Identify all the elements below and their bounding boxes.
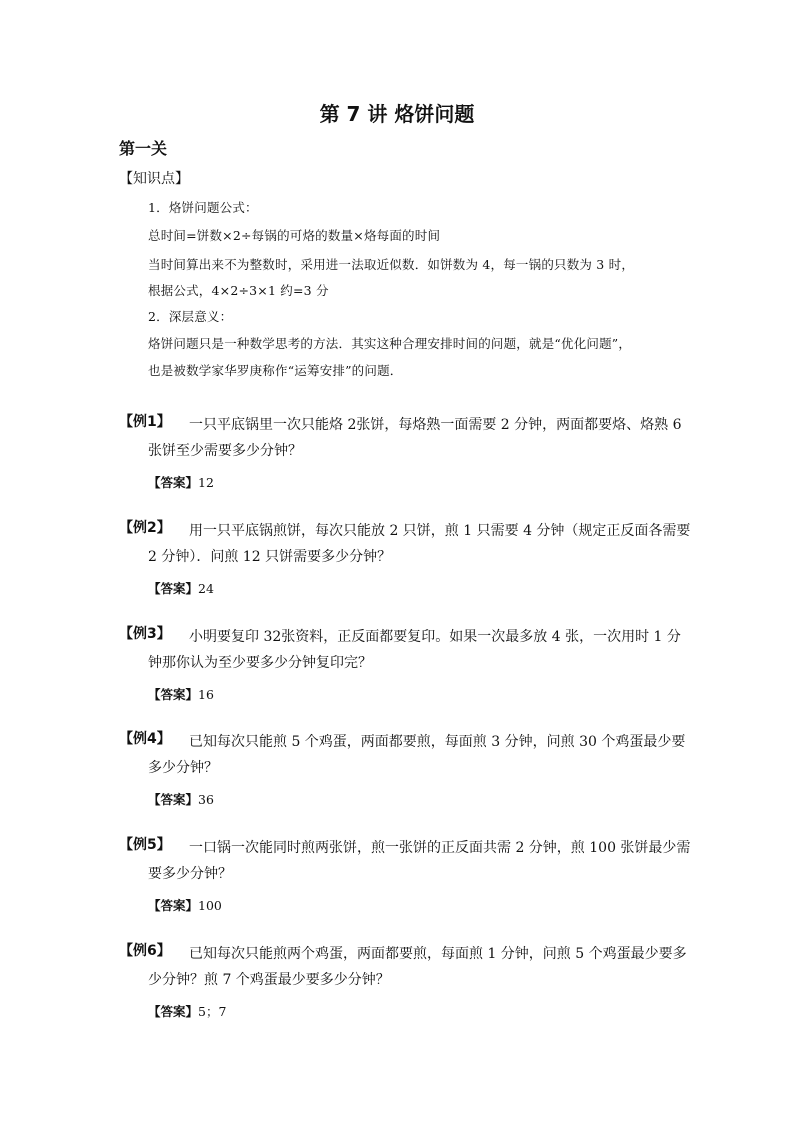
knowledge-line: 根据公式，4×2÷3×1 约=3 分: [148, 283, 329, 298]
example-question-continued: 张饼至少需要多少分钟？: [148, 443, 302, 459]
example-label: 【例5】: [119, 837, 171, 853]
answer-value: 24: [198, 581, 214, 596]
answer-label: 【答案】: [148, 687, 199, 702]
knowledge-line: 2．深层意义：: [148, 309, 233, 324]
knowledge-label: 【知识点】: [119, 171, 189, 187]
example-answer: [148, 579, 214, 597]
example-answer: [148, 896, 222, 914]
answer-value: 5；7: [198, 1004, 227, 1019]
example-answer: [148, 790, 214, 808]
example-answer: [148, 685, 214, 703]
knowledge-line: 当时间算出来不为整数时，采用进一法取近似数．如饼数为 4，每一锅的只数为 3 时，: [148, 257, 635, 272]
example-question: 已知每次只能煎两个鸡蛋，两面都要煎，每面煎 1 分钟，问煎 5 个鸡蛋最少要多: [189, 946, 687, 962]
knowledge-line: 总时间=饼数×2÷每锅的可烙的数量×烙每面的时间: [148, 228, 441, 243]
example-question: 用一只平底锅煎饼，每次只能放 2 只饼，煎 1 只需要 4 分钟（规定正反面各需要: [189, 523, 691, 539]
answer-label: 【答案】: [148, 1004, 199, 1019]
example-label: 【例1】: [119, 414, 171, 430]
example-question: 已知每次只能煎 5 个鸡蛋，两面都要煎，每面煎 3 分钟，问煎 30 个鸡蛋最少要: [189, 734, 686, 750]
example-answer: [148, 473, 214, 491]
example-label: 【例2】: [119, 520, 171, 536]
example-question: 一口锅一次能同时煎两张饼，煎一张饼的正反面共需 2 分钟，煎 100 张饼最少需: [189, 840, 691, 856]
answer-value: 12: [198, 475, 214, 490]
example-question: 一只平底锅里一次只能烙 2张饼，每烙熟一面需要 2 分钟，两面都要烙、烙熟 6: [189, 417, 682, 433]
answer-label: 【答案】: [148, 475, 199, 490]
example-question-continued: 2 分钟）．问煎 12 只饼需要多少分钟？: [148, 549, 392, 565]
example-label: 【例4】: [119, 731, 171, 747]
example-label: 【例6】: [119, 943, 171, 959]
example-question-continued: 少分钟？煎 7 个鸡蛋最少要多少分钟？: [148, 972, 390, 988]
example-question-continued: 多少分钟？: [148, 760, 218, 776]
example-label: 【例3】: [119, 626, 171, 642]
section-heading: 第一关: [119, 139, 168, 158]
answer-value: 100: [198, 898, 222, 913]
knowledge-line: 烙饼问题只是一种数学思考的方法．其实这种合理安排时间的问题，就是“优化问题”，: [148, 336, 632, 351]
answer-value: 36: [198, 792, 214, 807]
page-title: 第 7 讲 烙饼问题: [319, 102, 475, 126]
answer-label: 【答案】: [148, 581, 199, 596]
example-answer: [148, 1002, 226, 1020]
knowledge-line: 1．烙饼问题公式：: [148, 200, 258, 215]
answer-label: 【答案】: [148, 792, 199, 807]
answer-label: 【答案】: [148, 898, 199, 913]
example-question: 小明要复印 32张资料，正反面都要复印。如果一次最多放 4 张，一次用时 1 分: [189, 629, 681, 645]
example-question-continued: 钟那你认为至少要多少分钟复印完？: [148, 655, 372, 671]
knowledge-line: 也是被数学家华罗庚称作“运筹安排”的问题．: [148, 363, 403, 378]
example-question-continued: 要多少分钟？: [148, 866, 232, 882]
answer-value: 16: [198, 687, 214, 702]
